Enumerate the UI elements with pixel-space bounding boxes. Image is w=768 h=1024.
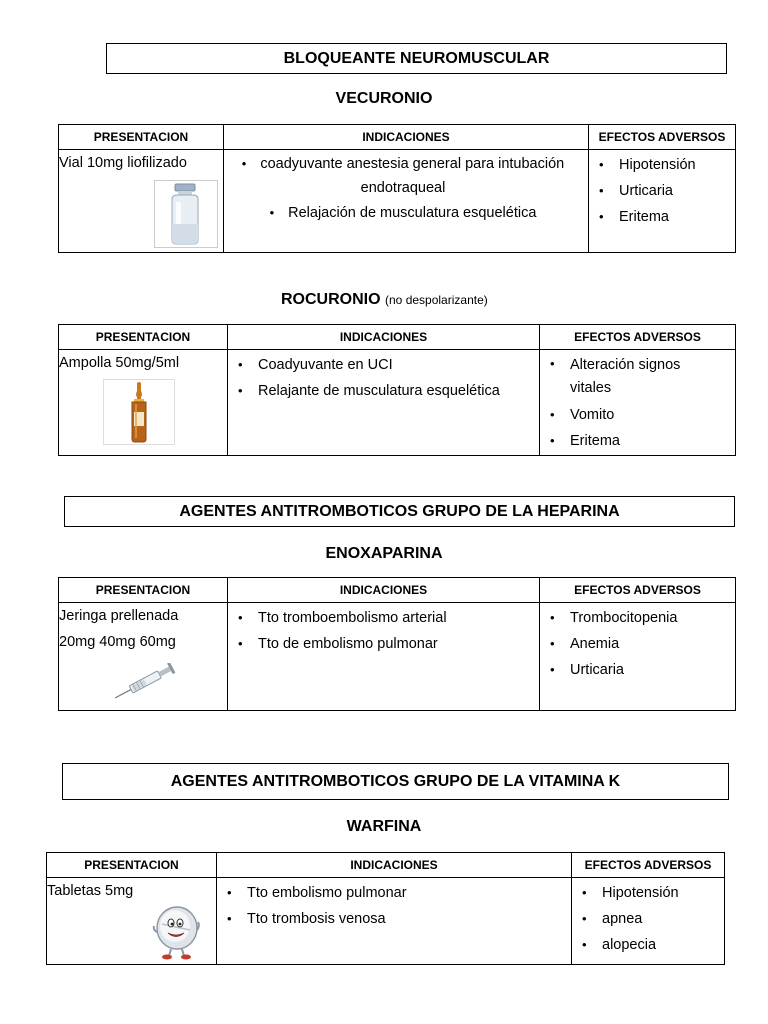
header-indicaciones: INDICACIONES: [228, 578, 540, 603]
tablet-mascot-icon: [151, 900, 201, 969]
table-header-row: [59, 125, 736, 150]
header-efectos: EFECTOS ADVERSOS: [572, 853, 725, 878]
presentation-cell: [59, 350, 228, 456]
indication-item: • Coadyuvante en UCI: [228, 352, 533, 378]
table-row: [59, 350, 736, 456]
indication-item: • Tto embolismo pulmonar: [217, 880, 565, 906]
header-efectos: EFECTOS ADVERSOS: [540, 578, 736, 603]
section-heading-neuromuscular: BLOQUEANTE NEUROMUSCULAR: [106, 43, 727, 74]
header-indicaciones: INDICACIONES: [224, 125, 589, 150]
adverse-item: • Urticaria: [589, 178, 729, 204]
adverse-item: • alopecia: [572, 932, 718, 958]
presentation-text: Tabletas 5mg: [47, 883, 134, 899]
table-row: [47, 878, 725, 965]
adverse-cell: [540, 603, 736, 711]
drug-name: VECURONIO: [335, 90, 433, 107]
indication-item: [224, 200, 582, 226]
drug-title-enoxaparina: [0, 545, 768, 563]
table-header-row: [59, 578, 736, 603]
header-presentacion: PRESENTACION: [47, 853, 217, 878]
indication-text: coadyuvante anestesia general para intubación endotraqueal: [260, 156, 565, 196]
header-presentacion: PRESENTACION: [59, 125, 224, 150]
presentation-text: Jeringa prellenada: [59, 608, 179, 624]
indications-cell: [217, 878, 572, 965]
syringe-icon: [109, 663, 185, 708]
adverse-item: • Eritema: [589, 204, 729, 230]
table-row: [59, 150, 736, 253]
table-header-row: [47, 853, 725, 878]
drug-name: ROCURONIO: [281, 291, 381, 308]
section-heading-heparina: AGENTES ANTITROMBOTICOS GRUPO DE LA HEPARINA: [64, 496, 735, 527]
vial-icon: [154, 180, 218, 257]
indication-item: • Tto trombosis venosa: [217, 906, 565, 932]
adverse-cell: [572, 878, 725, 965]
drug-title-rocuronio: [281, 291, 488, 309]
adverse-item: • Eritema: [540, 428, 721, 454]
drug-title-vecuronio: [0, 90, 768, 108]
adverse-item: • Hipotensión: [589, 152, 729, 178]
presentation-text: Vial 10mg liofilizado: [59, 155, 187, 171]
adverse-item: • Trombocitopenia: [540, 605, 729, 631]
indications-cell: [228, 350, 540, 456]
indications-cell: [228, 603, 540, 711]
table-row: [59, 603, 736, 711]
indication-text: Relajación de musculatura esquelética: [288, 205, 537, 221]
section-heading-vitamina-k: AGENTES ANTITROMBOTICOS GRUPO DE LA VITAMINA K: [62, 763, 729, 800]
table-header-row: [59, 325, 736, 350]
adverse-item: • Anemia: [540, 631, 729, 657]
drug-table-enoxaparina: [58, 577, 736, 711]
presentation-cell: [59, 150, 224, 253]
drug-table-rocuronio: [58, 324, 736, 456]
presentation-text: Ampolla 50mg/5ml: [59, 355, 180, 371]
drug-note: (no despolarizante): [385, 293, 488, 307]
drug-name: WARFINA: [346, 818, 422, 835]
adverse-item: • Alteración signos vitales: [540, 352, 721, 402]
presentation-text: 20mg 40mg 60mg: [59, 634, 176, 650]
header-indicaciones: INDICACIONES: [217, 853, 572, 878]
presentation-cell: [59, 603, 228, 711]
header-presentacion: PRESENTACION: [59, 578, 228, 603]
header-indicaciones: INDICACIONES: [228, 325, 540, 350]
ampoule-icon: [103, 379, 175, 454]
presentation-cell: [47, 878, 217, 965]
adverse-item: • Vomito: [540, 402, 721, 428]
adverse-item: • Urticaria: [540, 657, 729, 683]
drug-table-vecuronio: [58, 124, 736, 253]
indications-cell: [224, 150, 589, 253]
header-presentacion: PRESENTACION: [59, 325, 228, 350]
drug-table-warfina: [46, 852, 725, 965]
indication-item: • Tto tromboembolismo arterial: [228, 605, 533, 631]
header-efectos: EFECTOS ADVERSOS: [540, 325, 736, 350]
adverse-item: • Hipotensión: [572, 880, 718, 906]
header-efectos: EFECTOS ADVERSOS: [589, 125, 736, 150]
adverse-item: • apnea: [572, 906, 718, 932]
drug-name: ENOXAPARINA: [325, 545, 443, 562]
adverse-cell: [589, 150, 736, 253]
adverse-cell: [540, 350, 736, 456]
indication-item: [224, 152, 582, 200]
indication-item: • Tto de embolismo pulmonar: [228, 631, 533, 657]
indication-item: • Relajante de musculatura esquelética: [228, 378, 533, 404]
drug-title-warfina: [0, 818, 768, 836]
